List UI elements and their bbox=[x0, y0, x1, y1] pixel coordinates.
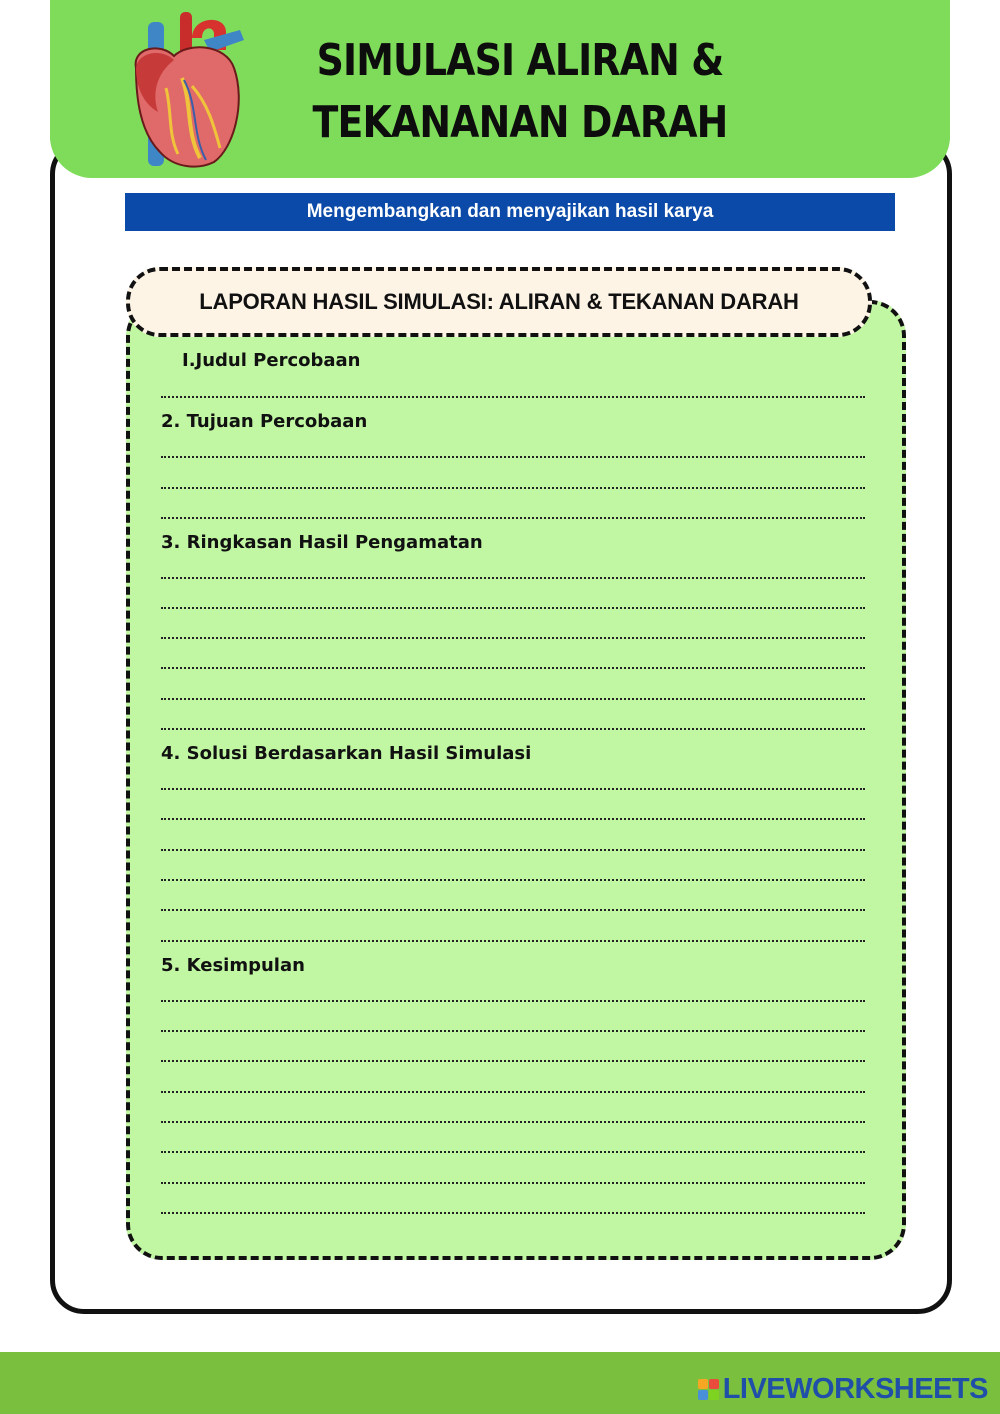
title-line-2: TEKANANAN DARAH bbox=[312, 97, 728, 148]
answer-line[interactable] bbox=[161, 788, 865, 790]
section-label-tujuan: 2. Tujuan Percobaan bbox=[161, 411, 368, 432]
report-panel bbox=[126, 300, 906, 1260]
page-title bbox=[288, 30, 752, 154]
heart-icon bbox=[122, 8, 262, 170]
report-heading-pill bbox=[126, 267, 872, 337]
answer-line[interactable] bbox=[161, 909, 865, 911]
answer-line[interactable] bbox=[161, 1182, 865, 1184]
answer-line[interactable] bbox=[161, 1151, 865, 1153]
section-label-solusi: 4. Solusi Berdasarkan Hasil Simulasi bbox=[161, 743, 532, 764]
section-label-ringkasan: 3. Ringkasan Hasil Pengamatan bbox=[161, 532, 483, 553]
answer-line[interactable] bbox=[161, 849, 865, 851]
answer-line[interactable] bbox=[161, 879, 865, 881]
section-label-kesimpulan: 5. Kesimpulan bbox=[161, 955, 305, 976]
logo-blocks-icon bbox=[698, 1379, 719, 1400]
answer-line[interactable] bbox=[161, 1030, 865, 1032]
title-line-1: SIMULASI ALIRAN & bbox=[316, 35, 724, 86]
answer-line[interactable] bbox=[161, 637, 865, 639]
subtitle-bar: Mengembangkan dan menyajikan hasil karya bbox=[125, 193, 895, 231]
answer-line[interactable] bbox=[161, 1060, 865, 1062]
answer-line[interactable] bbox=[161, 577, 865, 579]
answer-line[interactable] bbox=[161, 728, 865, 730]
liveworksheets-logo[interactable] bbox=[698, 1372, 988, 1406]
section-label-judul: I.Judul Percobaan bbox=[182, 350, 361, 371]
answer-line[interactable] bbox=[161, 1212, 865, 1214]
answer-line[interactable] bbox=[161, 1000, 865, 1002]
answer-line[interactable] bbox=[161, 667, 865, 669]
report-heading: LAPORAN HASIL SIMULASI: ALIRAN & TEKANAN DARAH bbox=[199, 289, 799, 314]
logo-text: LIVEWORKSHEETS bbox=[722, 1372, 988, 1405]
answer-line[interactable] bbox=[161, 456, 865, 458]
answer-line[interactable] bbox=[161, 818, 865, 820]
answer-line[interactable] bbox=[161, 396, 865, 398]
answer-line[interactable] bbox=[161, 1121, 865, 1123]
answer-line[interactable] bbox=[161, 607, 865, 609]
answer-line[interactable] bbox=[161, 487, 865, 489]
answer-line[interactable] bbox=[161, 698, 865, 700]
answer-line[interactable] bbox=[161, 1091, 865, 1093]
answer-line[interactable] bbox=[161, 940, 865, 942]
answer-line[interactable] bbox=[161, 517, 865, 519]
